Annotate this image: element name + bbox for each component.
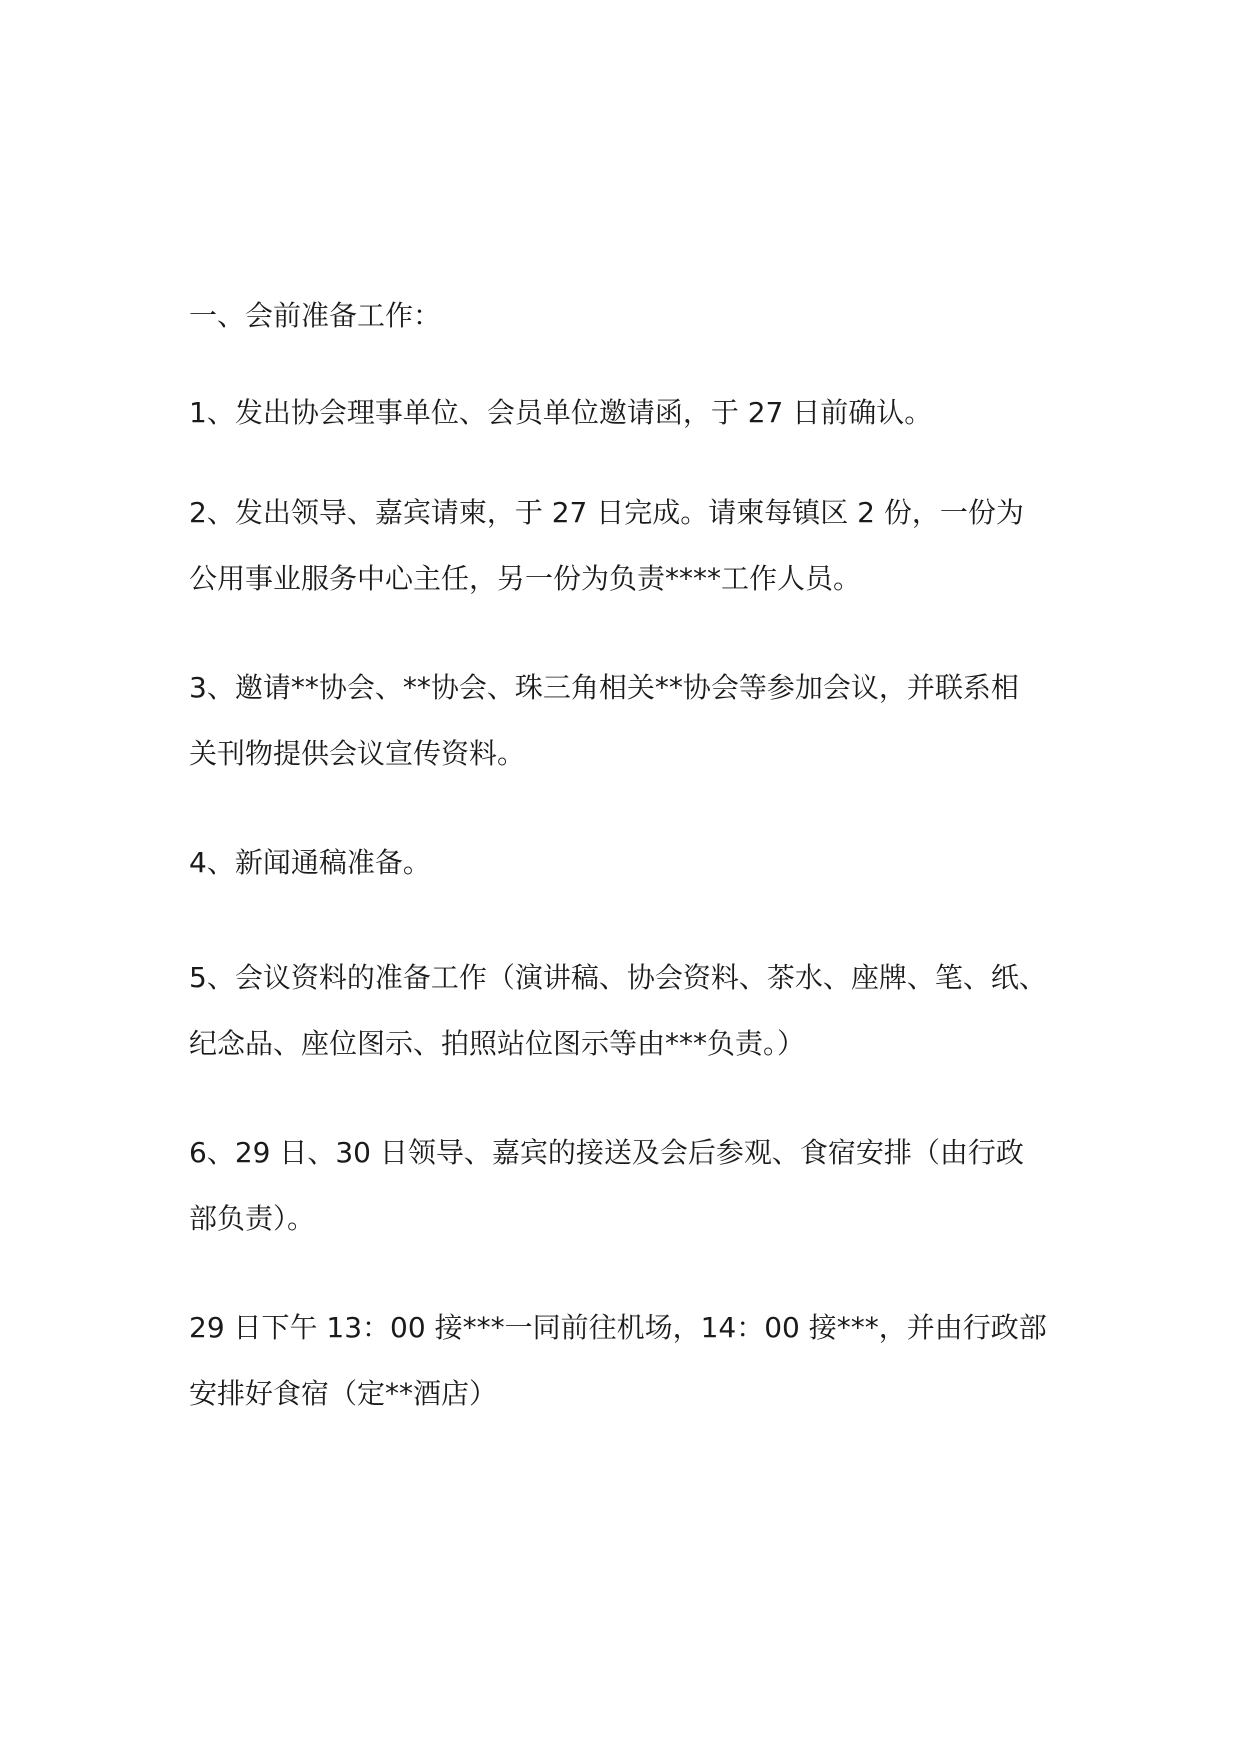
text-line: 2、发出领导、嘉宾请柬，于 27 日完成。请柬每镇区 2 份，一份为 [189, 496, 1024, 529]
text-line: 4、新闻通稿准备。 [189, 846, 431, 879]
paragraph-item-2 [189, 480, 1089, 612]
text-line: 公用事业服务中心主任，另一份为负责****工作人员。 [189, 562, 862, 595]
text-line: 纪念品、座位图示、拍照站位图示等由***负责。） [189, 1027, 806, 1060]
paragraph-schedule [189, 1295, 1089, 1427]
paragraph-item-4 [189, 830, 1089, 896]
text-line: 关刊物提供会议宣传资料。 [189, 737, 526, 770]
section-heading [189, 283, 1089, 349]
text-line: 一、会前准备工作： [189, 299, 442, 332]
paragraph-item-6 [189, 1120, 1089, 1252]
paragraph-item-3 [189, 655, 1089, 787]
text-line: 部负责）。 [189, 1202, 316, 1235]
text-line: 安排好食宿（定**酒店） [189, 1377, 498, 1410]
text-line: 5、会议资料的准备工作（演讲稿、协会资料、茶水、座牌、笔、纸、 [189, 961, 1047, 994]
text-line: 29 日下午 13：00 接***一同前往机场，14：00 接***，并由行政部 [189, 1311, 1047, 1344]
text-line: 3、邀请**协会、**协会、珠三角相关**协会等参加会议，并联系相 [189, 671, 1019, 704]
paragraph-item-1 [189, 380, 1089, 446]
paragraph-item-5 [189, 945, 1089, 1077]
text-line: 1、发出协会理事单位、会员单位邀请函，于 27 日前确认。 [189, 396, 933, 429]
text-line: 6、29 日、30 日领导、嘉宾的接送及会后参观、食宿安排（由行政 [189, 1136, 1024, 1169]
